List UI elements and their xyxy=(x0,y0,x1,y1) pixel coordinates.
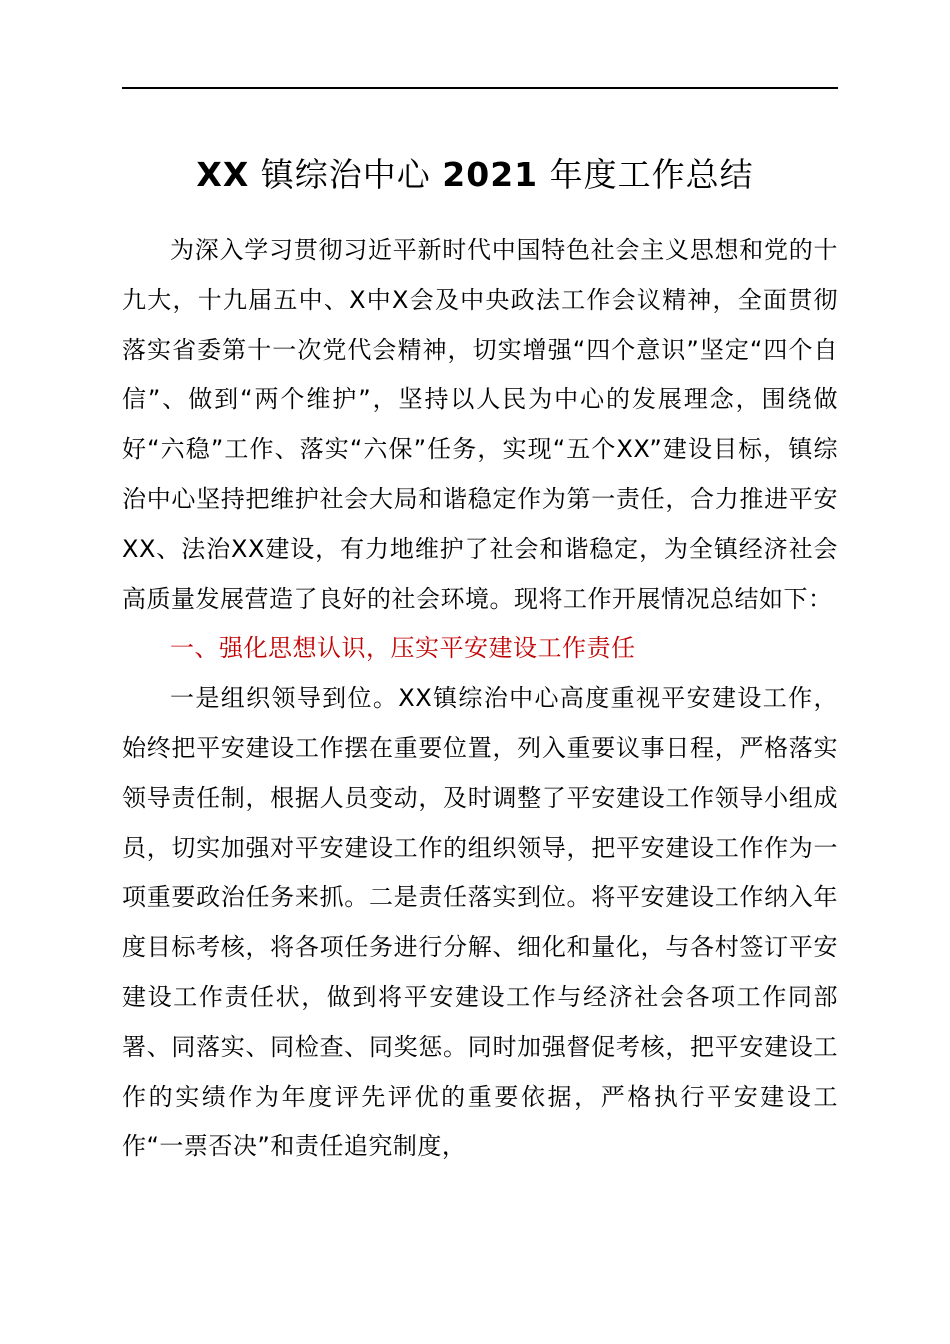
section-heading: 一、强化思想认识，压实平安建设工作责任 xyxy=(170,634,636,663)
section-paragraph: 一是组织领导到位。XX镇综治中心高度重视平安建设工作，始终把平安建设工作摆在重要位置，列入重要议事日程，严格落实领导责任制，根据人员变动，及时调整了平安建设工作领导小组成员，切实加强对平安建设工作的组织领导，把平安建设工作作为一项重要政治任务来抓。二是责任落实到位。将平安建设工作纳入年度目标考核，将各项任务进行分解、细化和量化，与各村签订平安建设工作责任状，做到将平安建设工作与经济社会各项工作同部署、同落实、同检查、同奖惩。同时加强督促考核，把平安建设工作的实绩作为年度评先评优的重要依据，严格执行平安建设工作“一票否决”和责任追究制度， xyxy=(122,684,838,1161)
document-title xyxy=(0,150,950,200)
title-mid: 镇综治中心 xyxy=(260,155,431,194)
title-suffix: 年度工作总结 xyxy=(549,155,754,194)
title-year: 2021 xyxy=(442,155,539,194)
intro-paragraph: 为深入学习贯彻习近平新时代中国特色社会主义思想和党的十九大，十九届五中、X中X会及中央政法工作会议精神，全面贯彻落实省委第十一次党代会精神，切实增强“四个意识”坚定“四个自信”、做到“两个维护”，坚持以人民为中心的发展理念，围绕做好“六稳”工作、落实“六保”任务，实现“五个XX”建设目标，镇综治中心坚持把维护社会大局和谐稳定作为第一责任，合力推进平安XX、法治XX建设，有力地维护了社会和谐稳定，为全镇经济社会高质量发展营造了良好的社会环境。现将工作开展情况总结如下： xyxy=(122,236,838,613)
document-body xyxy=(122,226,838,1172)
header-rule xyxy=(122,87,838,89)
title-prefix: XX xyxy=(196,155,250,194)
